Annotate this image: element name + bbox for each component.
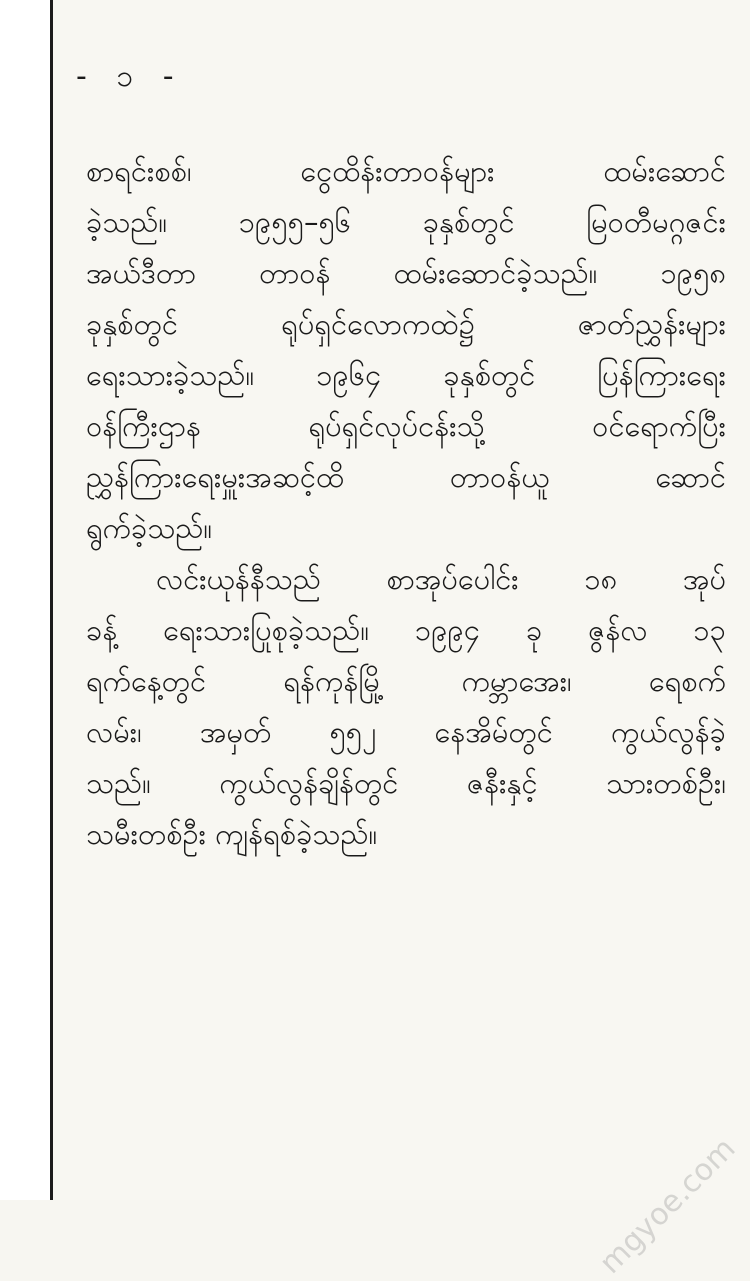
text-line: ဝန်ကြီးဌာန ရုပ်ရှင်လုပ်ငန်းသို့ ဝင်ရောက်ပြီး xyxy=(86,409,726,443)
text-line: လင်းယုန်နီသည် စာအုပ်ပေါင်း ၁၈ အုပ် xyxy=(156,562,726,596)
text-line: ရွက်ခဲ့သည်။ xyxy=(86,511,213,545)
text-line: သမီးတစ်ဦး ကျန်ရစ်ခဲ့သည်။ xyxy=(86,817,378,851)
text-line: ရေးသားခဲ့သည်။ ၁၉၆၄ ခုနှစ်တွင် ပြန်ကြားရေး xyxy=(86,358,726,392)
text-line: စာရင်းစစ်၊ ငွေထိန်းတာဝန်များ ထမ်းဆောင် xyxy=(86,154,726,188)
page-margin xyxy=(0,0,50,1200)
body-text xyxy=(86,146,726,860)
text-line: ညွှန်ကြားရေးမှူးအဆင့်ထိ တာဝန်ယူ ဆောင် xyxy=(86,460,726,494)
text-line: လမ်း၊ အမှတ် ၅၅၂ နေအိမ်တွင် ကွယ်လွန်ခဲ့ xyxy=(86,715,726,749)
text-line: ခုနှစ်တွင် ရုပ်ရှင်လောကထဲ၌ ဇာတ်ညွှန်းများ xyxy=(86,307,726,341)
text-line: သည်။ ကွယ်လွန်ချိန်တွင် ဇနီးနှင့် သားတစ်ဦး၊ xyxy=(86,766,726,800)
text-line: ရက်နေ့တွင် ရန်ကုန်မြို့ ကမ္ဘာအေး၊ ရေစက် xyxy=(86,664,726,698)
text-line: ခန့် ရေးသားပြုစုခဲ့သည်။ ၁၉၉၄ ခု ဇွန်လ ၁၃ xyxy=(86,613,726,647)
margin-rule xyxy=(50,0,53,1200)
page-number: - ၁ - xyxy=(76,59,184,94)
text-line: ခဲ့သည်။ ၁၉၅၅–၅၆ ခုနှစ်တွင် မြဝတီမဂ္ဂဇင်း xyxy=(86,205,726,239)
text-line: အယ်ဒီတာ တာဝန် ထမ်းဆောင်ခဲ့သည်။ ၁၉၅၈ xyxy=(86,256,726,290)
watermark: mgyoe.com xyxy=(592,1131,742,1281)
